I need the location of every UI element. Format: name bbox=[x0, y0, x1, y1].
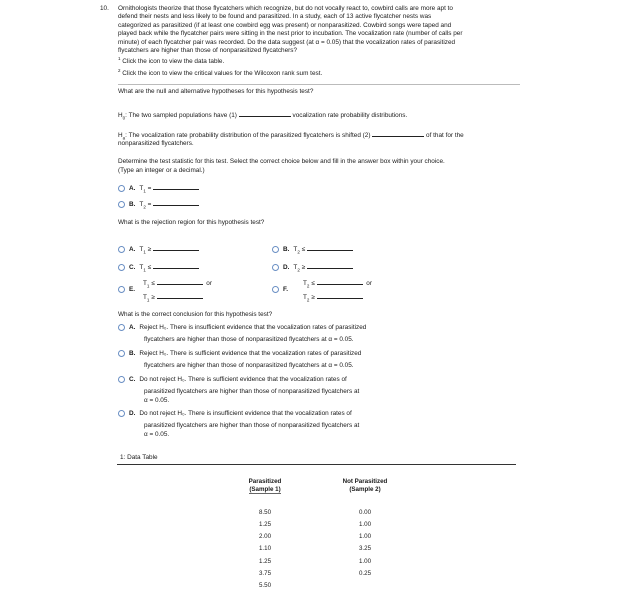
option-e-line1: $T_1$ ≤ or bbox=[143, 280, 212, 289]
table-row: 8.50 0.00 bbox=[258, 508, 372, 516]
t1-answer-input[interactable] bbox=[153, 183, 199, 190]
table-row: 2.00 1.00 bbox=[258, 533, 372, 541]
rejection-option-e[interactable]: E. bbox=[118, 286, 139, 294]
radio-button[interactable] bbox=[118, 246, 125, 253]
rejection-option-c[interactable]: C. $T_1$ ≤ bbox=[118, 262, 199, 273]
answer-input[interactable] bbox=[157, 292, 203, 299]
intro-line: Ornithologists theorize that those flycatchers which recognize, but do not vocally react to, cowbird calls are more apt to bbox=[118, 5, 453, 12]
option-e-line2: $T_1$ ≥ bbox=[143, 292, 203, 303]
t2-answer-input[interactable] bbox=[153, 199, 199, 206]
ha-dropdown[interactable] bbox=[372, 130, 424, 137]
table-row: 5.50 bbox=[258, 582, 272, 590]
rejection-option-d[interactable]: D. $T_2$ ≥ bbox=[272, 262, 353, 273]
data-table-link[interactable]: $^1$ Click the icon to view the data table. bbox=[118, 56, 225, 66]
radio-button[interactable] bbox=[118, 410, 125, 417]
conclusion-option-c[interactable]: C. Do not reject H₀. There is sufficient evidence that the vocalization rates of bbox=[118, 376, 347, 384]
radio-button[interactable] bbox=[118, 185, 125, 192]
table-row: 1.25 1.00 bbox=[258, 520, 372, 528]
conclusion-b-line2: flycatchers are higher than those of nonparasitized flycatchers at α = 0.05. bbox=[144, 362, 354, 369]
conclusion-option-b[interactable]: B. Reject H₀. There is sufficient evidence that the vocalization rates of parasitized bbox=[118, 350, 361, 358]
radio-button[interactable] bbox=[118, 264, 125, 271]
conclusion-d-line2: parasitized flycatchers are higher than those of nonparasitized flycatchers at bbox=[144, 422, 360, 429]
answer-input[interactable] bbox=[153, 262, 199, 269]
conclusion-c-line2: parasitized flycatchers are higher than those of nonparasitized flycatchers at bbox=[144, 388, 360, 395]
answer-input[interactable] bbox=[157, 278, 203, 285]
conclusion-c-line3: α = 0.05. bbox=[144, 397, 170, 404]
conclusion-option-d[interactable]: D. Do not reject H₀. There is insufficient evidence that the vocalization rates of bbox=[118, 410, 352, 418]
intro-line: minute) of each flycatcher pair was recorded. Do the data suggest (at α = 0.05) that the vocalization rates of parasitized bbox=[118, 38, 456, 46]
data-table bbox=[220, 478, 420, 592]
test-stat-option-a[interactable]: A. $T_1$ = bbox=[118, 183, 199, 194]
ha-line2: nonparasitized flycatchers. bbox=[118, 140, 194, 147]
radio-button[interactable] bbox=[272, 286, 279, 293]
table-row: 1.25 1.00 bbox=[258, 557, 372, 565]
critical-values-link[interactable]: $^2$ Click the icon to view the critical values for the Wilcoxon rank sum test. bbox=[118, 67, 323, 78]
h0-dropdown[interactable] bbox=[239, 110, 291, 117]
radio-button[interactable] bbox=[118, 350, 125, 357]
answer-input[interactable] bbox=[317, 292, 363, 299]
option-f-line2: $T_2$ ≥ bbox=[303, 292, 363, 303]
answer-input[interactable] bbox=[307, 262, 353, 269]
intro-line: played back while the flycatcher pairs were sitting in the nest prior to incubation. The vocalization rate (number of calls per bbox=[118, 30, 463, 38]
col1-header: Parasitized (Sample 1) bbox=[248, 478, 282, 493]
intro-line: categorized as parasitized (if at least one cowbird egg was present) or nonparasitized. Cowbird songs were taped and bbox=[118, 21, 452, 29]
answer-input[interactable] bbox=[307, 244, 353, 251]
intro-line: defend their nests and less likely to be found and parasitized. In a study, each of 13 active flycatcher nests was bbox=[118, 13, 432, 21]
hypotheses-prompt: What are the null and alternative hypotheses for this hypothesis test? bbox=[118, 88, 314, 95]
radio-button[interactable] bbox=[118, 324, 125, 331]
conclusion-option-a[interactable]: A. Reject H₀. There is insufficient evidence that the vocalization rates of parasitized bbox=[118, 324, 366, 332]
rejection-option-a[interactable]: A. $T_1$ ≥ bbox=[118, 244, 199, 255]
option-f-line1: $T_2$ ≤ or bbox=[303, 280, 372, 289]
conclusion-d-line3: α = 0.05. bbox=[144, 431, 170, 438]
col2-header: Not Parasitized (Sample 2) bbox=[342, 478, 388, 493]
test-stat-hint: (Type an integer or a decimal.) bbox=[118, 167, 205, 174]
table-row: 1.10 3.25 bbox=[258, 545, 372, 553]
data-table-divider bbox=[117, 464, 516, 465]
answer-input[interactable] bbox=[317, 278, 363, 285]
radio-button[interactable] bbox=[272, 264, 279, 271]
conclusion-prompt: What is the correct conclusion for this hypothesis test? bbox=[118, 311, 273, 318]
radio-button[interactable] bbox=[118, 376, 125, 383]
rejection-prompt: What is the rejection region for this hypothesis test? bbox=[118, 219, 265, 226]
data-table-title: 1: Data Table bbox=[120, 454, 158, 461]
question-number: 10. bbox=[100, 5, 109, 12]
divider bbox=[118, 84, 520, 85]
radio-button[interactable] bbox=[272, 246, 279, 253]
question-intro bbox=[118, 5, 523, 79]
test-stat-option-b[interactable]: B. $T_2$ = bbox=[118, 199, 199, 210]
conclusion-a-line2: flycatchers are higher than those of nonparasitized flycatchers at α = 0.05. bbox=[144, 336, 354, 343]
radio-button[interactable] bbox=[118, 286, 125, 293]
test-stat-prompt: Determine the test statistic for this test. Select the correct choice below and fill in the answer box within your choice. bbox=[118, 158, 445, 165]
intro-line: flycatchers are higher than those of nonparasitized flycatchers? bbox=[118, 47, 298, 55]
ha-statement: $H_a$: The vocalization rate probability distribution of the parasitized flycatchers is shifted (2) of that for the bbox=[118, 132, 464, 141]
answer-input[interactable] bbox=[153, 244, 199, 251]
rejection-option-f[interactable]: F. bbox=[272, 286, 292, 294]
rejection-option-b[interactable]: B. $T_2$ ≤ bbox=[272, 244, 353, 255]
radio-button[interactable] bbox=[118, 201, 125, 208]
h0-statement: $H_0$: The two sampled populations have (1) vocalization rate probability distributions. bbox=[118, 112, 408, 121]
table-row: 3.75 0.25 bbox=[258, 570, 372, 578]
